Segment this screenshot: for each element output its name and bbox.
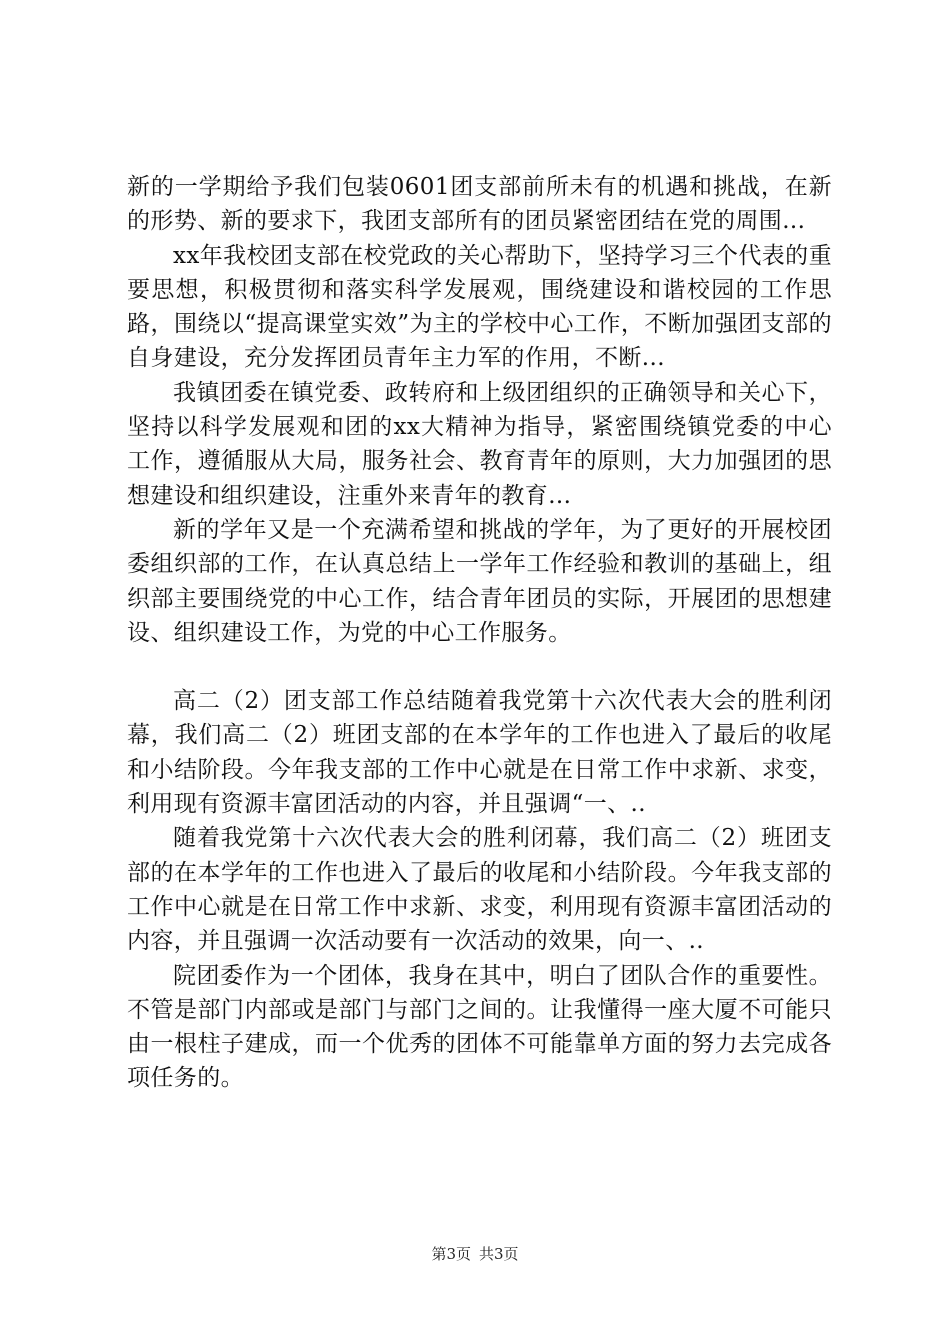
paragraph-1: 新的一学期给予我们包装0601团支部前所未有的机遇和挑战，在新的形势、新的要求下，我团支部所有的团员紧密团结在党的周围... bbox=[127, 174, 832, 235]
paragraph-6: 随着我党第十六次代表大会的胜利闭幕，我们高二（2）班团支部的在本学年的工作也进入了最后的收尾和小结阶段。今年我支部的工作中心就是在日常工作中求新、求变，利用现有资源丰富团活动的内容，并且强调一次活动要有一次活动的效果，向一、.. bbox=[127, 825, 832, 955]
page-number-total: 共3页 bbox=[479, 1245, 519, 1263]
paragraph-7: 院团委作为一个团体，我身在其中，明白了团队合作的重要性。不管是部门内部或是部门与部门之间的。让我懂得一座大厦不可能只由一根柱子建成，而一个优秀的团体不可能靠单方面的努力去完成各项任务的。 bbox=[127, 962, 832, 1092]
paragraph-5: 高二（2）团支部工作总结随着我党第十六次代表大会的胜利闭幕，我们高二（2）班团支部的在本学年的工作也进入了最后的收尾和小结阶段。今年我支部的工作中心就是在日常工作中求新、求变，利用现有资源丰富团活动的内容，并且强调“一、.. bbox=[127, 688, 832, 818]
paragraph-2: xx年我校团支部在校党政的关心帮助下，坚持学习三个代表的重要思想，积极贯彻和落实科学发展观，围绕建设和谐校园的工作思路，围绕以“提高课堂实效”为主的学校中心工作，不断加强团支部的自身建设，充分发挥团员青年主力军的作用，不断... bbox=[127, 242, 832, 372]
page-footer bbox=[0, 1244, 950, 1264]
document-body bbox=[127, 170, 832, 1096]
paragraph-4: 新的学年又是一个充满希望和挑战的学年，为了更好的开展校团委组织部的工作，在认真总结上一学年工作经验和教训的基础上，组织部主要围绕党的中心工作，结合青年团员的实际，开展团的思想建设、组织建设工作，为党的中心工作服务。 bbox=[127, 516, 832, 646]
paragraph-3: 我镇团委在镇党委、政转府和上级团组织的正确领导和关心下，坚持以科学发展观和团的xx大精神为指导，紧密围绕镇党委的中心工作，遵循服从大局，服务社会、教育青年的原则，大力加强团的思想建设和组织建设，注重外来青年的教育... bbox=[127, 379, 832, 509]
page-number-current: 第3页 bbox=[431, 1245, 471, 1263]
paragraph-gap bbox=[127, 650, 832, 684]
